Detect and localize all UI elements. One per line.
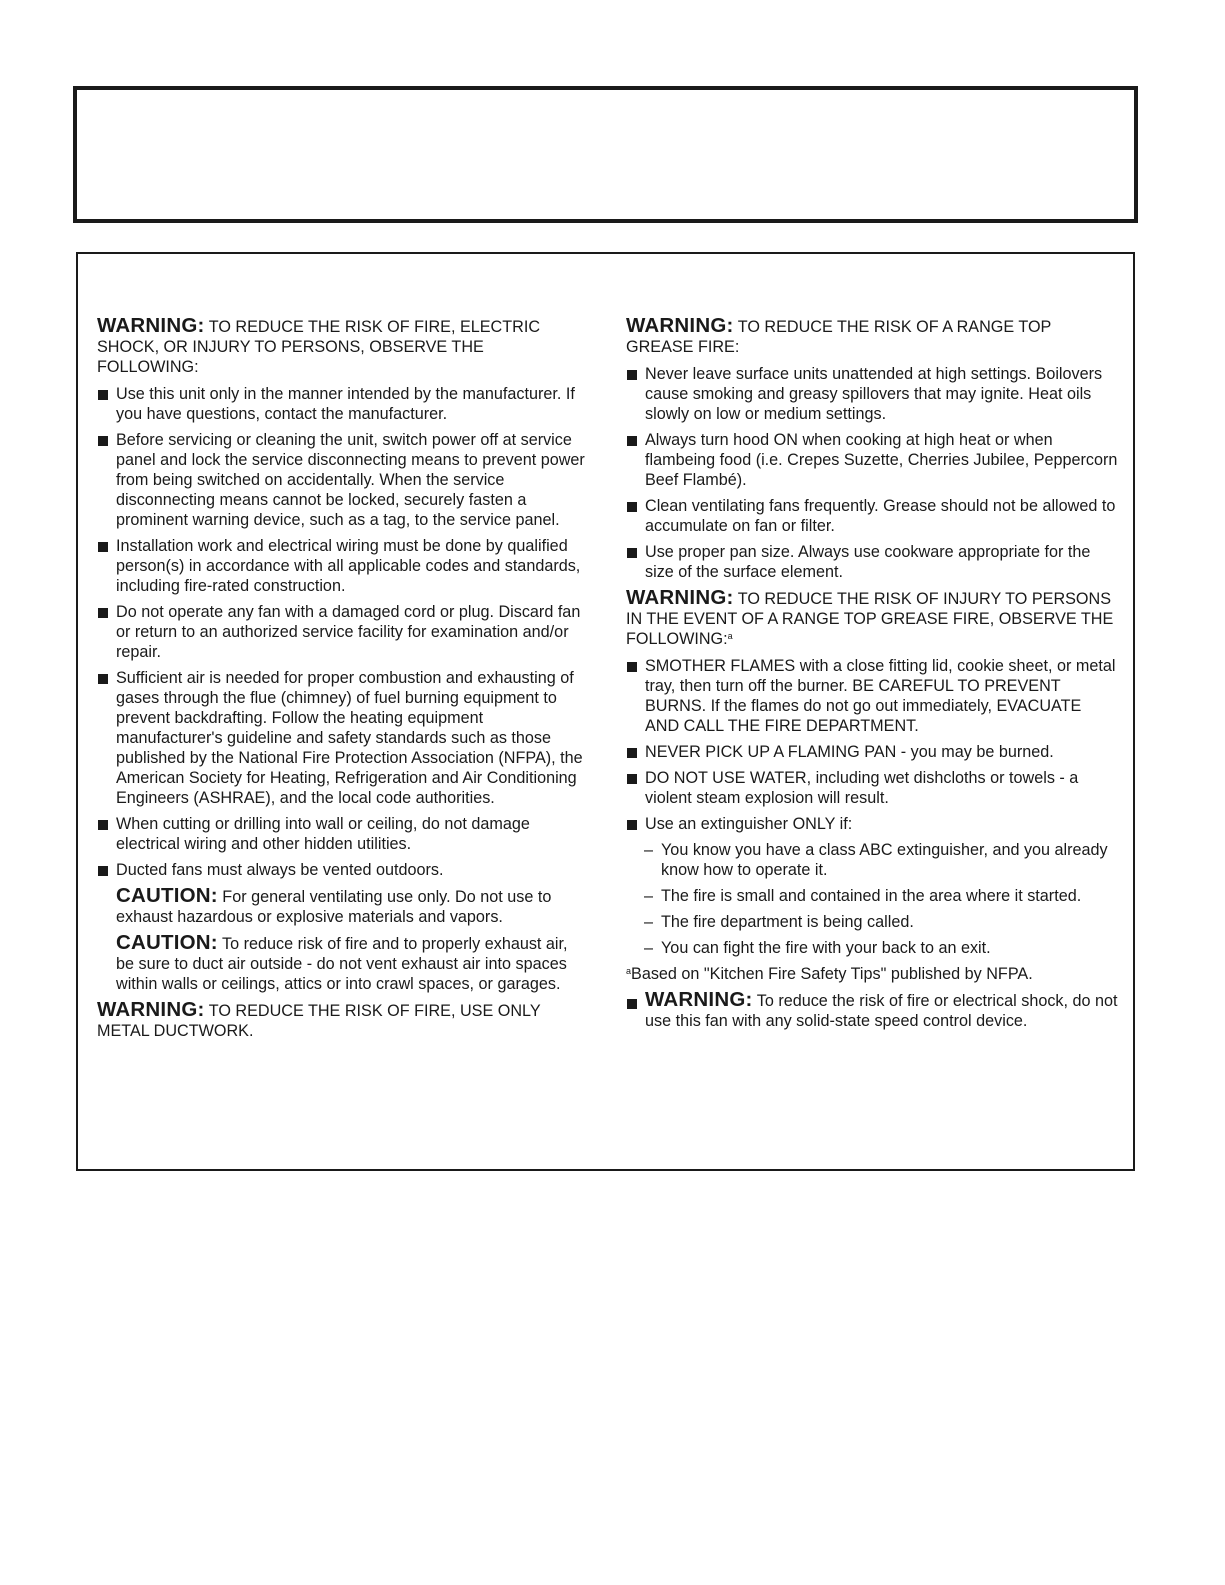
dash-mark: – xyxy=(644,913,654,931)
list-item: Ducted fans must always be vented outdoors. xyxy=(97,860,587,880)
warning-text: TO REDUCE THE RISK OF FIRE, USE ONLY METAL DUCTWORK. xyxy=(97,1002,541,1040)
square-bullet-icon xyxy=(627,820,637,830)
list-item: Sufficient air is needed for proper combustion and exhausting of gases through the flue (chimney) of fuel burning equipment to prevent backdrafting. Follow the heating equipment manufacturer's guideline and safety standards such as those published by the National Fire Protection Association (NFPA), the American Society for Heating, Refrigeration and Air Conditioning Engineers (ASHRAE), and the local code authorities. xyxy=(97,668,587,808)
warning-general xyxy=(97,316,587,377)
square-bullet-icon xyxy=(627,436,637,446)
left-column xyxy=(97,316,587,1048)
list-item: Clean ventilating fans frequently. Grease should not be allowed to accumulate on fan or filter. xyxy=(626,496,1118,536)
caution-label: CAUTION: xyxy=(116,931,218,954)
list-item: NEVER PICK UP A FLAMING PAN - you may be burned. xyxy=(626,742,1118,762)
caution-text: To reduce risk of fire and to properly exhaust air, be sure to duct air outside - do not vent exhaust air into spaces within walls or ceilings, attics or into crawl spaces, or garages. xyxy=(116,935,568,993)
list-item: Do not operate any fan with a damaged cord or plug. Discard fan or return to an authorized service facility for examination and/or repair. xyxy=(97,602,587,662)
warning-speed-control xyxy=(626,990,1118,1031)
square-bullet-icon xyxy=(627,748,637,758)
warning-grease-fire xyxy=(626,316,1118,357)
sub-list-item: – The fire department is being called. xyxy=(644,913,914,931)
header-box xyxy=(73,86,1138,223)
dash-mark: – xyxy=(644,841,654,859)
square-bullet-icon xyxy=(98,608,108,618)
footnote-marker: a xyxy=(727,631,733,641)
warning-label: WARNING: xyxy=(626,314,734,337)
square-bullet-icon xyxy=(98,542,108,552)
list-item: Installation work and electrical wiring must be done by qualified person(s) in accordance with all applicable codes and standards, including fire-rated construction. xyxy=(97,536,587,596)
warning-injury xyxy=(626,588,1118,649)
list-item: Use this unit only in the manner intended by the manufacturer. If you have questions, contact the manufacturer. xyxy=(97,384,587,424)
list-item: SMOTHER FLAMES with a close fitting lid, cookie sheet, or metal tray, then turn off the burner. BE CAREFUL TO PREVENT BURNS. If the flames do not go out immediately, EVACUATE AND CALL THE FIRE DEPARTMENT. xyxy=(626,656,1118,736)
list-item: Before servicing or cleaning the unit, switch power off at service panel and lock the service disconnecting means to prevent power from being switched on accidentally. When the service disconnecting means cannot be locked, securely fasten a prominent warning device, such as a tag, to the service panel. xyxy=(97,430,587,530)
list-item: Always turn hood ON when cooking at high heat or when flambeing food (i.e. Crepes Suzette, Cherries Jubilee, Peppercorn Beef Flambé). xyxy=(626,430,1118,490)
warning-label: WARNING: xyxy=(645,988,753,1011)
footnote: $^a$Based on "Kitchen Fire Safety Tips" published by NFPA. xyxy=(626,965,1033,983)
warning-ductwork xyxy=(97,1000,587,1041)
safety-instructions-box xyxy=(76,252,1135,1171)
square-bullet-icon xyxy=(627,774,637,784)
square-bullet-icon xyxy=(627,502,637,512)
warning-label: WARNING: xyxy=(626,586,734,609)
warning-label: WARNING: xyxy=(97,998,205,1021)
dash-mark: – xyxy=(644,939,654,957)
square-bullet-icon xyxy=(98,866,108,876)
footnote-marker: a xyxy=(626,966,632,976)
right-column xyxy=(626,316,1118,1037)
square-bullet-icon xyxy=(98,390,108,400)
sub-list-item: – You know you have a class ABC extinguisher, and you already know how to operate it. xyxy=(644,841,1108,879)
warning-text: TO REDUCE THE RISK OF INJURY TO PERSONS IN THE EVENT OF A RANGE TOP GREASE FIRE, OBSERVE THE FOLLOWING: xyxy=(626,590,1114,648)
list-item: Use an extinguisher ONLY if: xyxy=(626,814,1118,834)
square-bullet-icon xyxy=(627,370,637,380)
warning-text: TO REDUCE THE RISK OF A RANGE TOP GREASE FIRE: xyxy=(626,318,1052,356)
warning-text: To reduce the risk of fire or electrical shock, do not use this fan with any solid-state speed control device. xyxy=(645,992,1118,1030)
list-item: Never leave surface units unattended at high settings. Boilovers cause smoking and greasy spillovers that may ignite. Heat oils slowly on low or medium settings. xyxy=(626,364,1118,424)
caution-label: CAUTION: xyxy=(116,884,218,907)
square-bullet-icon xyxy=(627,662,637,672)
square-bullet-icon xyxy=(627,548,637,558)
square-bullet-icon xyxy=(98,436,108,446)
square-bullet-icon xyxy=(627,999,637,1009)
warning-text: TO REDUCE THE RISK OF FIRE, ELECTRIC SHOCK, OR INJURY TO PERSONS, OBSERVE THE FOLLOWING: xyxy=(97,318,541,376)
dash-mark: – xyxy=(644,887,654,905)
sub-list-item: – The fire is small and contained in the area where it started. xyxy=(644,887,1082,905)
sub-list-item: – You can fight the fire with your back to an exit. xyxy=(644,939,991,957)
list-item: DO NOT USE WATER, including wet dishcloths or towels - a violent steam explosion will result. xyxy=(626,768,1118,808)
list-item: Use proper pan size. Always use cookware appropriate for the size of the surface element. xyxy=(626,542,1118,582)
caution-text: For general ventilating use only. Do not use to exhaust hazardous or explosive materials and vapors. xyxy=(116,888,552,926)
list-item: When cutting or drilling into wall or ceiling, do not damage electrical wiring and other hidden utilities. xyxy=(97,814,587,854)
warning-label: WARNING: xyxy=(97,314,205,337)
square-bullet-icon xyxy=(98,674,108,684)
caution-ventilating xyxy=(97,886,587,927)
caution-exhaust xyxy=(97,933,587,994)
square-bullet-icon xyxy=(98,820,108,830)
